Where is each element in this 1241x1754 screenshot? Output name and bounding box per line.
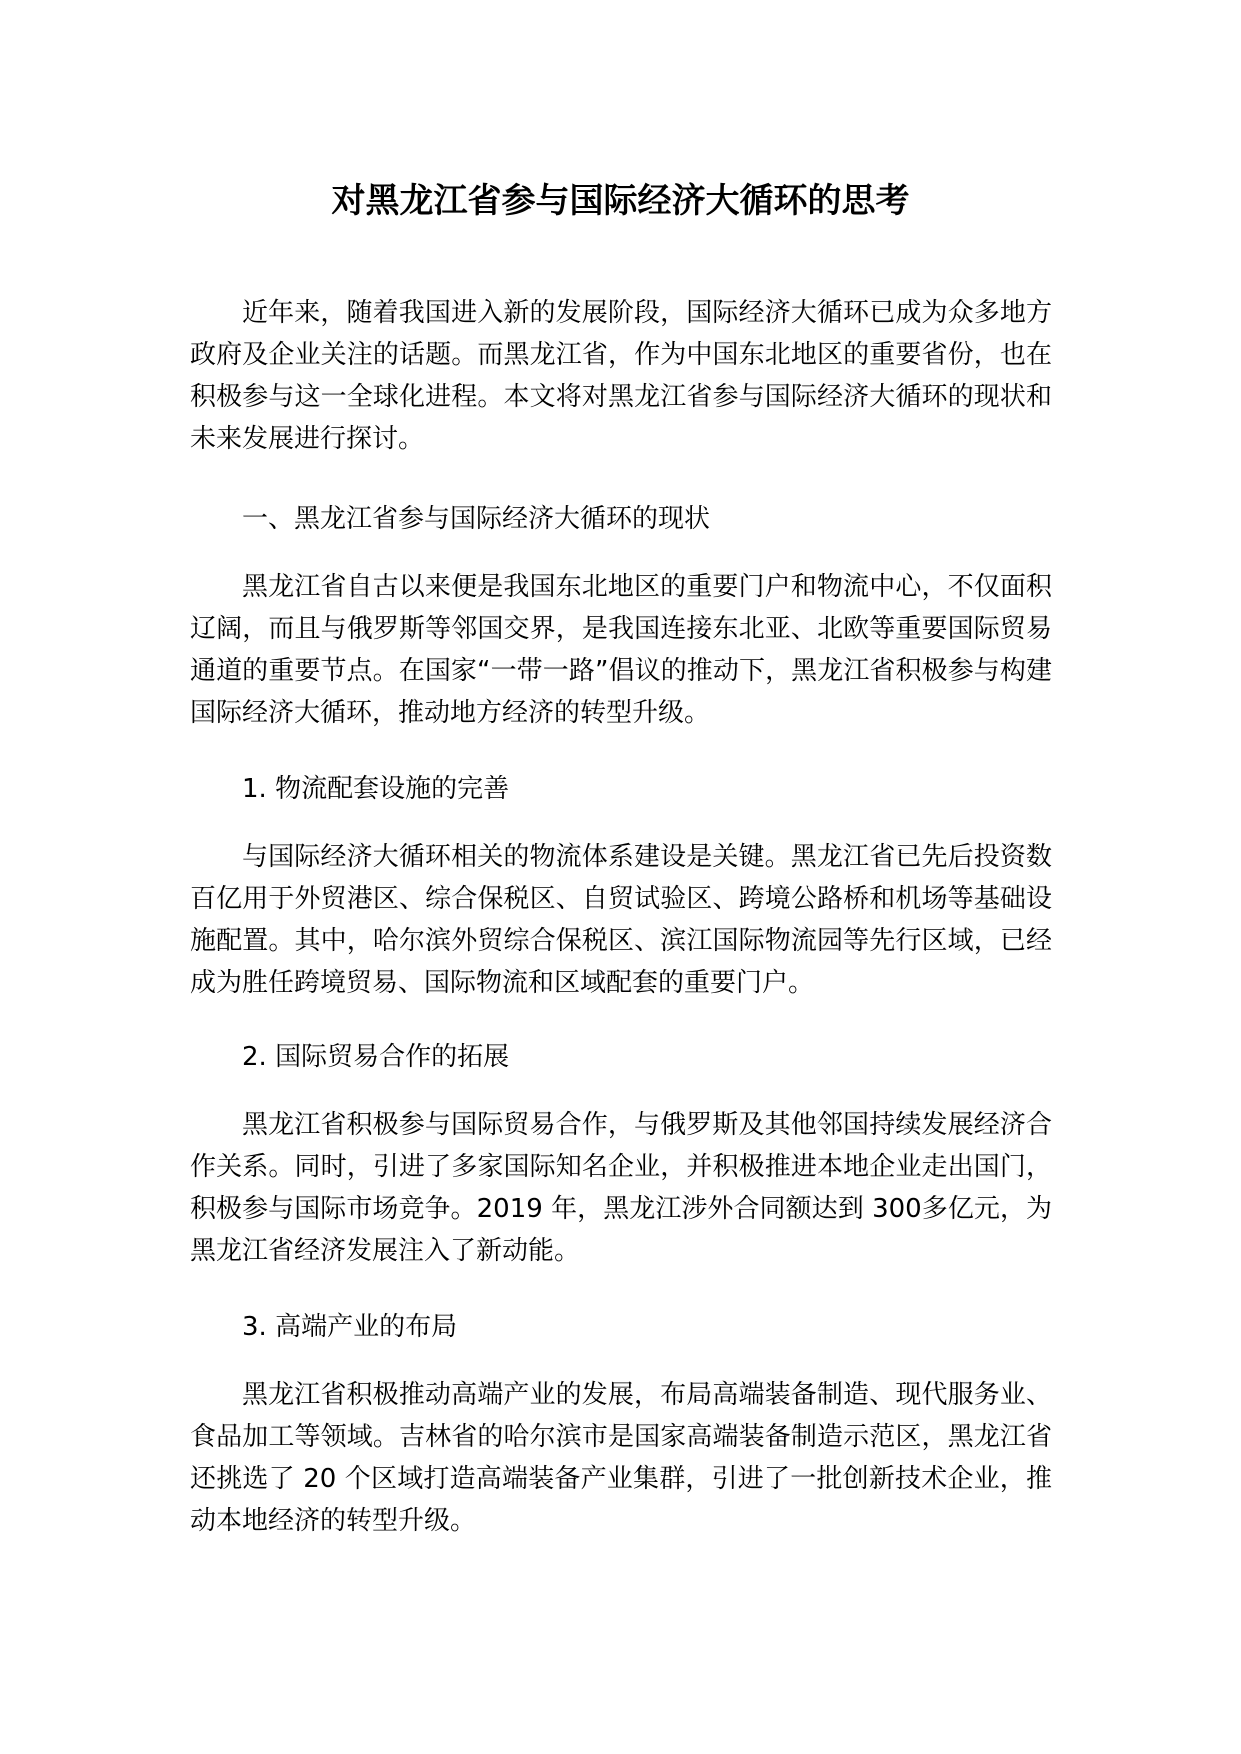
section-status-paragraph: 黑龙江省自古以来便是我国东北地区的重要门户和物流中心，不仅面积辽阔，而且与俄罗斯等邻国交界，是我国连接东北亚、北欧等重要国际贸易通道的重要节点。在国家“一带一路”倡议的推动下，黑龙江省积极参与构建国际经济大循环，推动地方经济的转型升级。 [190, 572, 1052, 728]
subheading-high-end-industry: 3. 高端产业的布局 [242, 1312, 458, 1342]
intro-paragraph: 近年来，随着我国进入新的发展阶段，国际经济大循环已成为众多地方政府及企业关注的话题。而黑龙江省，作为中国东北地区的重要省份，也在积极参与这一全球化进程。本文将对黑龙江省参与国际经济大循环的现状和未来发展进行探讨。 [190, 298, 1052, 454]
subheading-logistics: 1. 物流配套设施的完善 [242, 774, 510, 804]
document-title: 对黑龙江省参与国际经济大循环的思考 [331, 181, 910, 221]
section-heading-status: 一、黑龙江省参与国际经济大循环的现状 [242, 504, 711, 534]
subheading-trade-cooperation: 2. 国际贸易合作的拓展 [242, 1042, 510, 1072]
trade-cooperation-paragraph: 黑龙江省积极参与国际贸易合作，与俄罗斯及其他邻国持续发展经济合作关系。同时，引进了多家国际知名企业，并积极推进本地企业走出国门，积极参与国际市场竞争。2019 年，黑龙江涉外合同额达到 300多亿元，为黑龙江省经济发展注入了新动能。 [190, 1110, 1052, 1266]
logistics-paragraph: 与国际经济大循环相关的物流体系建设是关键。黑龙江省已先后投资数百亿用于外贸港区、综合保税区、自贸试验区、跨境公路桥和机场等基础设施配置。其中，哈尔滨外贸综合保税区、滨江国际物流园等先行区域，已经成为胜任跨境贸易、国际物流和区域配套的重要门户。 [190, 842, 1052, 998]
high-end-industry-paragraph: 黑龙江省积极推动高端产业的发展，布局高端装备制造、现代服务业、食品加工等领域。吉林省的哈尔滨市是国家高端装备制造示范区，黑龙江省还挑选了 20 个区域打造高端装备产业集群，引进了一批创新技术企业，推动本地经济的转型升级。 [190, 1380, 1052, 1536]
